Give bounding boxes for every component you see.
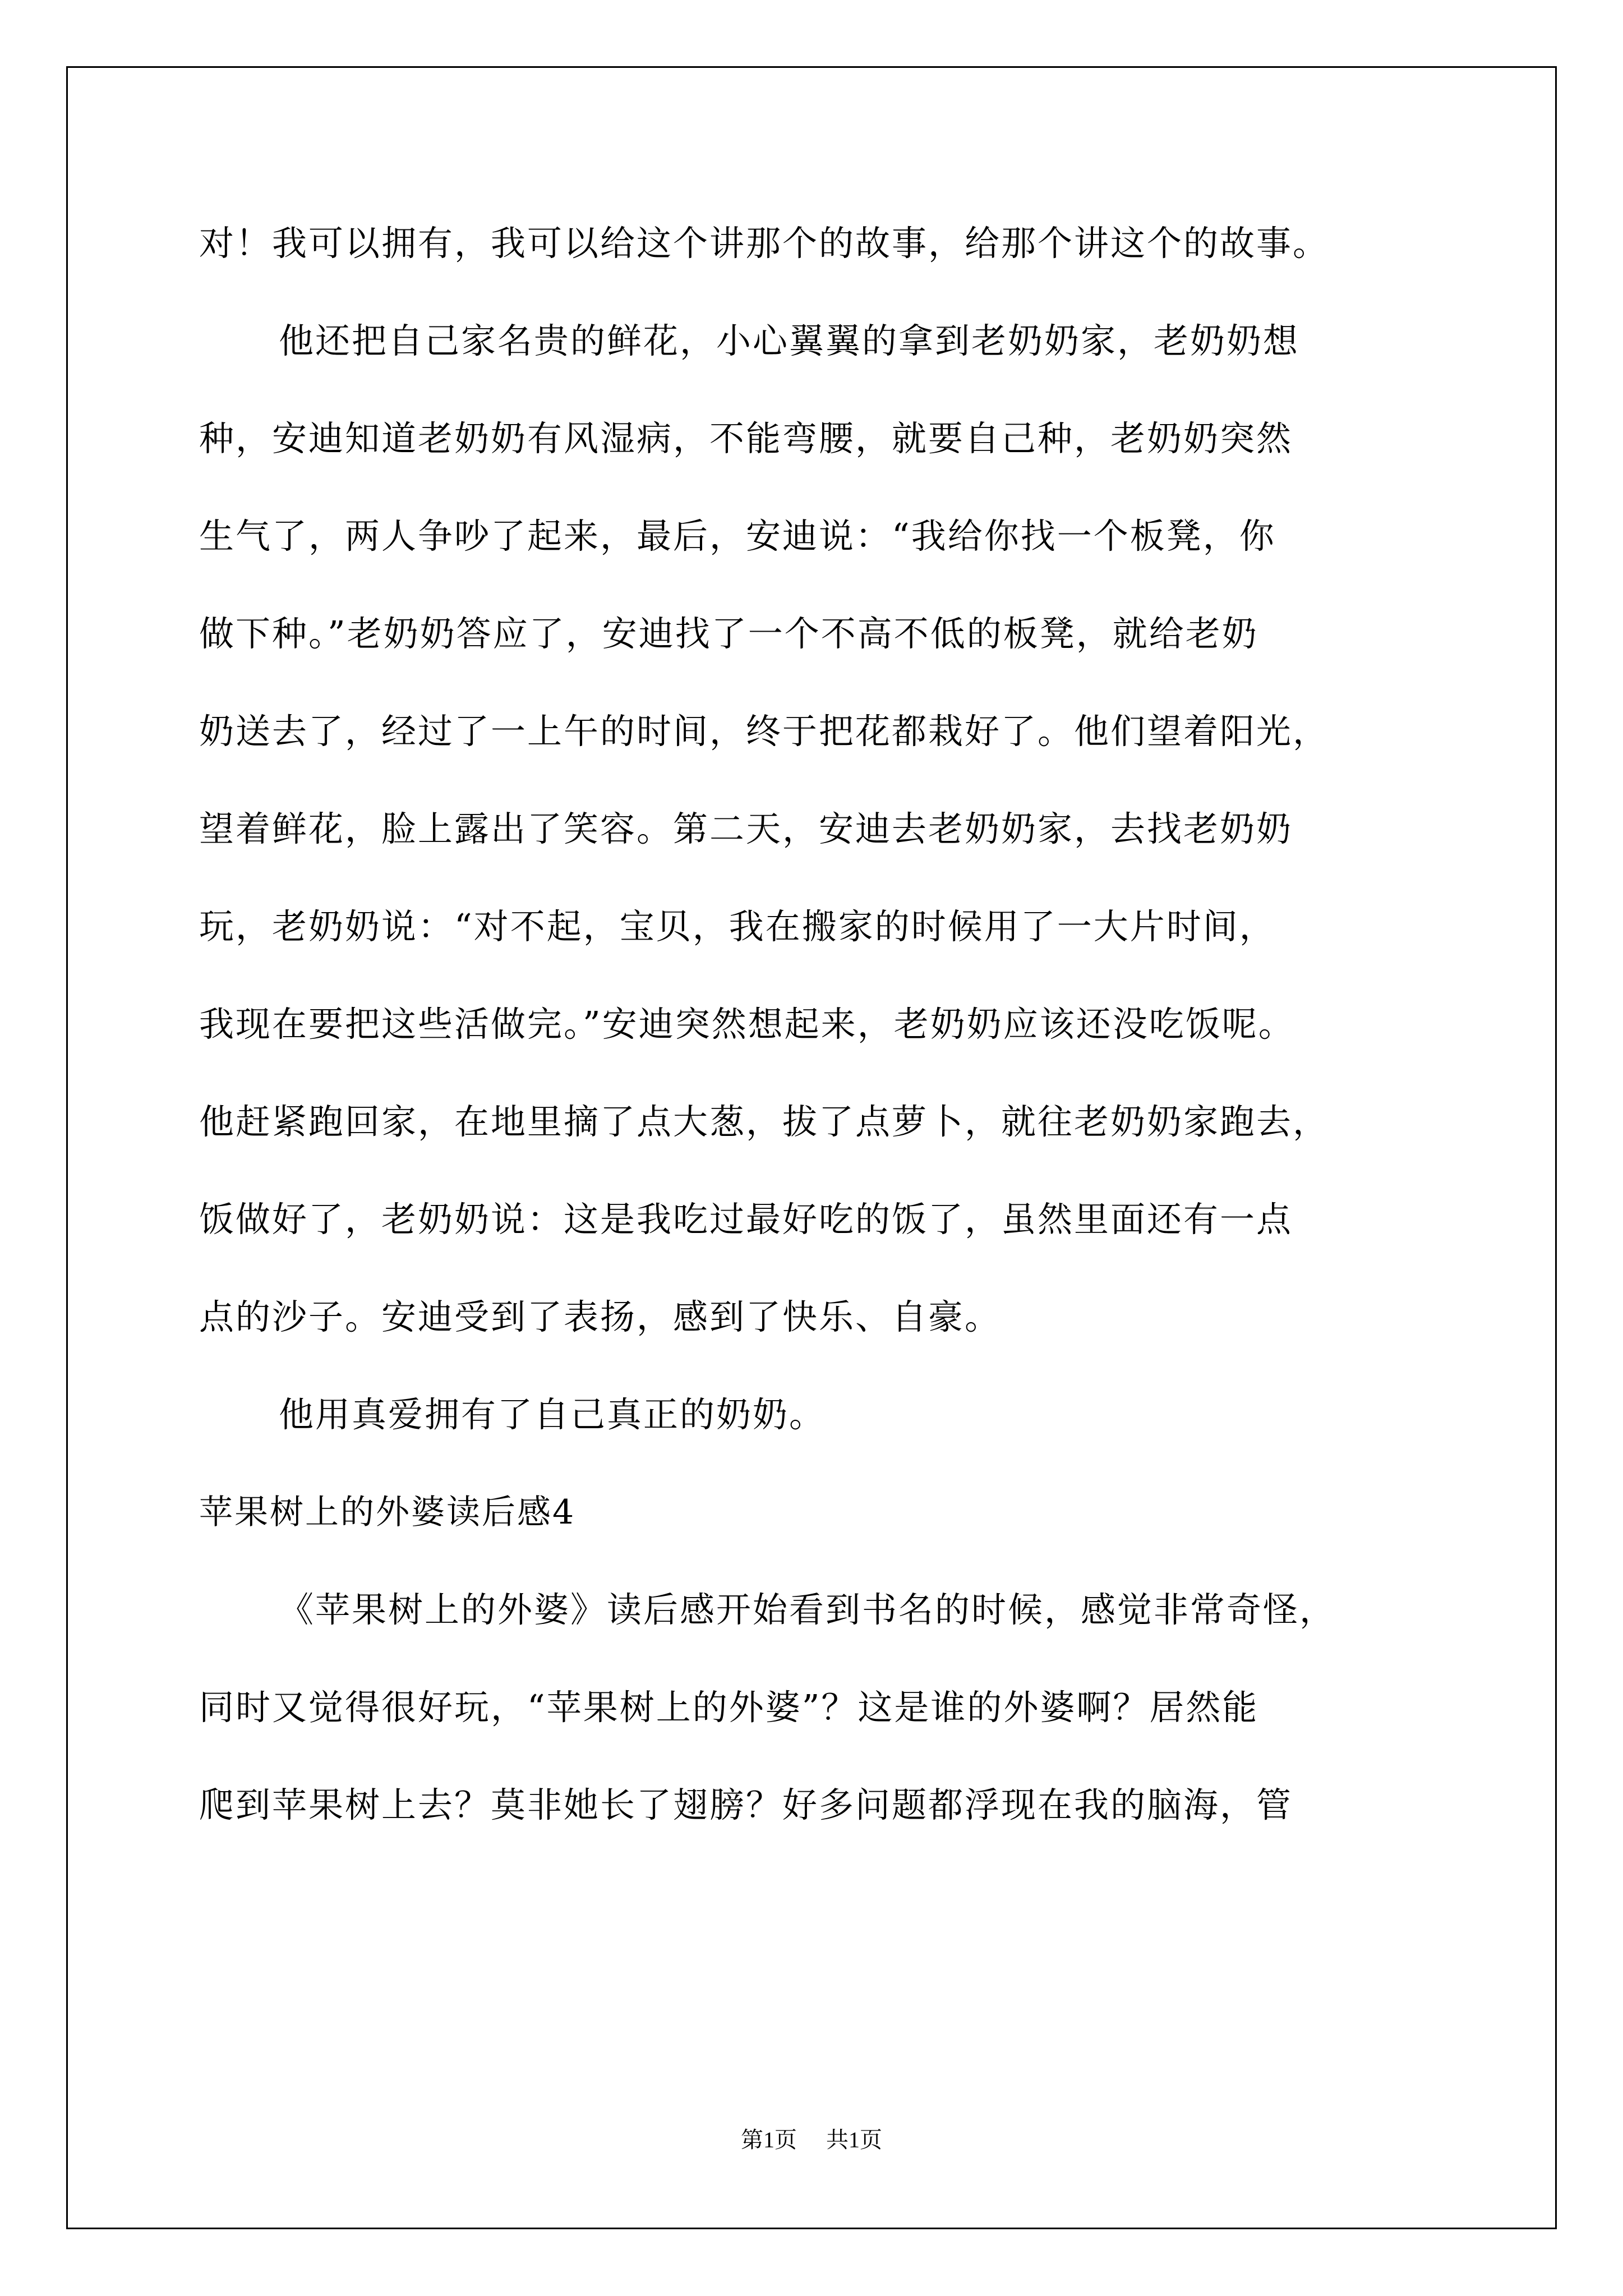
text-line: 望着鲜花，脸上露出了笑容。第二天，安迪去老奶奶家，去找老奶奶 — [199, 808, 1293, 849]
text-line: 《苹果树上的外婆》读后感开始看到书名的时候，感觉非常奇怪， — [279, 1589, 1336, 1630]
text-line: 奶送去了，经过了一上午的时间，终于把花都栽好了。他们望着阳光， — [199, 711, 1330, 752]
text-line: 饭做好了，老奶奶说：这是我吃过最好吃的饭了，虽然里面还有一点 — [199, 1199, 1293, 1240]
text-line: 做下种。”老奶奶答应了，安迪找了一个不高不低的板凳，就给老奶 — [199, 613, 1258, 654]
text-line: 种，安迪知道老奶奶有风湿病，不能弯腰，就要自己种，老奶奶突然 — [199, 418, 1293, 459]
page-count: 共1页 — [826, 2127, 882, 2152]
text-line: 他还把自己家名贵的鲜花，小心翼翼的拿到老奶奶家，老奶奶想 — [279, 320, 1300, 361]
text-line: 同时又觉得很好玩，“苹果树上的外婆”？这是谁的外婆啊？居然能 — [199, 1687, 1259, 1728]
page-number: 第1页 — [741, 2127, 797, 2152]
text-line: 点的沙子。安迪受到了表扬，感到了快乐、自豪。 — [199, 1296, 1002, 1337]
text-line: 他用真爱拥有了自己真正的奶奶。 — [279, 1394, 826, 1435]
page-footer — [0, 2126, 1623, 2154]
text-line: 我现在要把这些活做完。”安迪突然想起来，老奶奶应该还没吃饭呢。 — [199, 1004, 1295, 1045]
text-line: 生气了，两人争吵了起来，最后，安迪说：“我给你找一个板凳，你 — [199, 516, 1276, 556]
section-heading: 苹果树上的外婆读后感4 — [199, 1493, 576, 1532]
text-line: 玩，老奶奶说：“对不起，宝贝，我在搬家的时候用了一大片时间， — [199, 906, 1276, 947]
text-line: 爬到苹果树上去？莫非她长了翅膀？好多问题都浮现在我的脑海，管 — [199, 1784, 1293, 1825]
text-line: 对！我可以拥有，我可以给这个讲那个的故事，给那个讲这个的故事。 — [199, 223, 1330, 264]
text-line: 他赶紧跑回家，在地里摘了点大葱，拔了点萝卜，就往老奶奶家跑去， — [199, 1101, 1330, 1142]
document-body — [199, 219, 1433, 1878]
